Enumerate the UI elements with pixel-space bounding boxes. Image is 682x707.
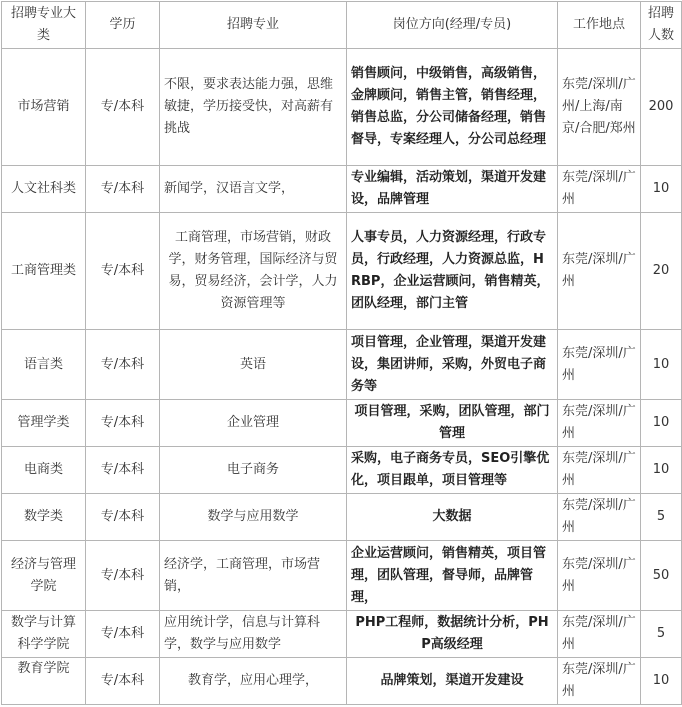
header-education: 学历 — [86, 2, 160, 49]
cell-location: 东莞/深圳/广州 — [558, 541, 641, 611]
cell-location: 东莞/深圳/广州/上海/南京/合肥/郑州 — [558, 49, 641, 166]
cell-category: 数学与计算科学学院 — [2, 611, 86, 658]
cell-majors: 不限，要求表达能力强，思维敏捷，学历接受快，对高薪有挑战 — [160, 49, 347, 166]
cell-category: 电商类 — [2, 447, 86, 494]
cell-count: 50 — [641, 541, 682, 611]
cell-category: 数学类 — [2, 494, 86, 541]
cell-category: 管理学类 — [2, 400, 86, 447]
cell-education: 专/本科 — [86, 611, 160, 658]
header-majors: 招聘专业 — [160, 2, 347, 49]
recruitment-table — [1, 1, 682, 705]
cell-education: 专/本科 — [86, 447, 160, 494]
cell-positions: 采购，电子商务专员，SEO引擎优化，项目跟单，项目管理等 — [347, 447, 558, 494]
cell-positions: 项目管理，采购，团队管理，部门管理 — [347, 400, 558, 447]
cell-location: 东莞/深圳/广州 — [558, 166, 641, 213]
cell-majors: 英语 — [160, 330, 347, 400]
table-row — [2, 166, 682, 213]
cell-count: 200 — [641, 49, 682, 166]
cell-count: 5 — [641, 611, 682, 658]
cell-positions: 品牌策划，渠道开发建设 — [347, 658, 558, 705]
cell-location: 东莞/深圳/广州 — [558, 494, 641, 541]
cell-education: 专/本科 — [86, 166, 160, 213]
cell-positions: 人事专员，人力资源经理，行政专员，行政经理，人力资源总监，HRBP，企业运营顾问，销售精英，团队经理，部门主管 — [347, 213, 558, 330]
cell-count: 10 — [641, 166, 682, 213]
cell-majors: 新闻学，汉语言文学， — [160, 166, 347, 213]
table-row — [2, 49, 682, 166]
cell-majors: 电子商务 — [160, 447, 347, 494]
table-row — [2, 447, 682, 494]
cell-count: 10 — [641, 400, 682, 447]
table-row — [2, 213, 682, 330]
cell-education: 专/本科 — [86, 213, 160, 330]
cell-education: 专/本科 — [86, 658, 160, 705]
cell-positions: 专业编辑，活动策划，渠道开发建设，品牌管理 — [347, 166, 558, 213]
cell-positions: 项目管理，企业管理，渠道开发建设，集团讲师，采购，外贸电子商务等 — [347, 330, 558, 400]
table-row — [2, 494, 682, 541]
cell-location: 东莞/深圳/广州 — [558, 447, 641, 494]
cell-majors: 经济学，工商管理，市场营销， — [160, 541, 347, 611]
cell-location: 东莞/深圳/广州 — [558, 330, 641, 400]
cell-location: 东莞/深圳/广州 — [558, 658, 641, 705]
cell-majors: 应用统计学，信息与计算科学，数学与应用数学 — [160, 611, 347, 658]
header-positions: 岗位方向(经理/专员) — [347, 2, 558, 49]
table-row — [2, 611, 682, 658]
cell-location: 东莞/深圳/广州 — [558, 611, 641, 658]
cell-education: 专/本科 — [86, 494, 160, 541]
table-row — [2, 330, 682, 400]
cell-count: 20 — [641, 213, 682, 330]
cell-positions: 企业运营顾问，销售精英，项目管理，团队管理，督导师，品牌管理， — [347, 541, 558, 611]
cell-positions: 大数据 — [347, 494, 558, 541]
cell-positions: 销售顾问，中级销售，高级销售，金牌顾问，销售主管，销售经理，销售总监，分公司储备经理，销售督导，专案经理人，分公司总经理 — [347, 49, 558, 166]
cell-count: 10 — [641, 447, 682, 494]
cell-location: 东莞/深圳/广州 — [558, 400, 641, 447]
cell-majors: 工商管理，市场营销，财政学，财务管理，国际经济与贸易，贸易经济，会计学，人力资源管理等 — [160, 213, 347, 330]
header-location: 工作地点 — [558, 2, 641, 49]
header-category: 招聘专业大类 — [2, 2, 86, 49]
cell-education: 专/本科 — [86, 400, 160, 447]
cell-category: 教育学院 — [2, 658, 86, 705]
header-count: 招聘人数 — [641, 2, 682, 49]
header-row — [2, 2, 682, 49]
cell-count: 10 — [641, 658, 682, 705]
cell-location: 东莞/深圳/广州 — [558, 213, 641, 330]
cell-education: 专/本科 — [86, 541, 160, 611]
cell-majors: 数学与应用数学 — [160, 494, 347, 541]
cell-positions: PHP工程师，数据统计分析，PHP高级经理 — [347, 611, 558, 658]
cell-category: 市场营销 — [2, 49, 86, 166]
cell-count: 5 — [641, 494, 682, 541]
cell-majors: 企业管理 — [160, 400, 347, 447]
table-row — [2, 541, 682, 611]
cell-majors: 教育学，应用心理学， — [160, 658, 347, 705]
cell-category: 语言类 — [2, 330, 86, 400]
cell-education: 专/本科 — [86, 49, 160, 166]
cell-count: 10 — [641, 330, 682, 400]
cell-category: 经济与管理学院 — [2, 541, 86, 611]
cell-category: 人文社科类 — [2, 166, 86, 213]
table-row — [2, 400, 682, 447]
cell-category: 工商管理类 — [2, 213, 86, 330]
cell-education: 专/本科 — [86, 330, 160, 400]
table-row — [2, 658, 682, 705]
